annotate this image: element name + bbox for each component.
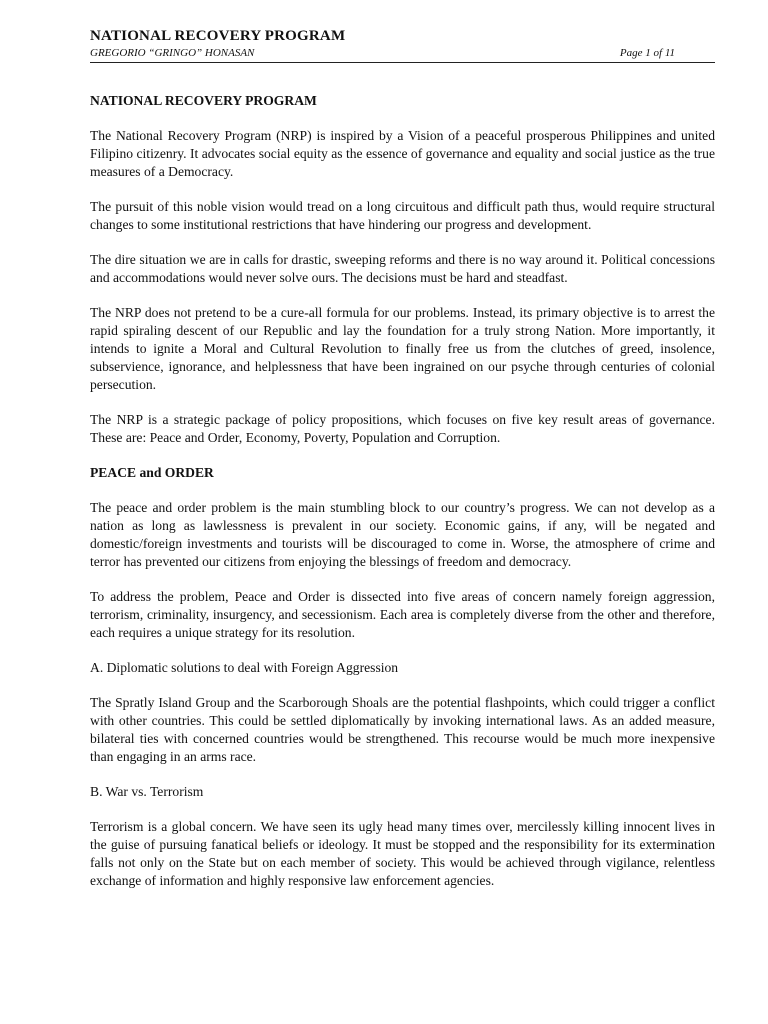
header-title: NATIONAL RECOVERY PROGRAM [90, 28, 346, 44]
header-meta-row [90, 46, 715, 60]
subheading-b: B. War vs. Terrorism [90, 784, 204, 799]
paragraph-6: The peace and order problem is the main stumbling block to our country’s progress. We can not develop as a nation as long as lawlessness is prevalent in our society. Economic gains, if any, will be negated and domestic/foreign investments and tourists will be discouraged to come in. Worse, the atmosphere of crime and terror has prevented our citizens from enjoying the blessings of freedom and democracy. [90, 500, 715, 569]
header-author: GREGORIO “GRINGO” HONASAN [90, 47, 255, 59]
paragraph-5: The NRP is a strategic package of policy propositions, which focuses on five key result areas of governance. These are: Peace and Order, Economy, Poverty, Population and Corruption. [90, 412, 715, 445]
paragraph-4: The NRP does not pretend to be a cure-all formula for our problems. Instead, its primary objective is to arrest the rapid spiraling descent of our Republic and lay the foundation for a truly strong Nation. More importantly, it intends to ignite a Moral and Cultural Revolution to finally free us from the clutches of greed, insolence, subservience, ignorance, and helplessness that have been ingrained on our psyche through centuries of colonial persecution. [90, 305, 715, 392]
section-heading-peace-order: PEACE and ORDER [90, 465, 214, 480]
paragraph-9: Terrorism is a global concern. We have seen its ugly head many times over, mercilessly killing innocent lives in the guise of pursuing fanatical beliefs or ideology. It must be stopped and the responsibility for its extermination falls not only on the State but on each member of society. This would be achieved through vigilance, relentless exchange of information and highly responsive law enforcement agencies. [90, 819, 715, 888]
paragraph-2: The pursuit of this noble vision would tread on a long circuitous and difficult path thus, would require structural changes to some institutional restrictions that have hindering our progress and development. [90, 199, 715, 232]
main-heading: NATIONAL RECOVERY PROGRAM [90, 93, 317, 108]
paragraph-1: The National Recovery Program (NRP) is inspired by a Vision of a peaceful prosperous Philippines and united Filipino citizenry. It advocates social equity as the essence of governance and equality and social justice as the true measures of a Democracy. [90, 128, 715, 179]
header-divider [90, 62, 715, 63]
paragraph-3: The dire situation we are in calls for drastic, sweeping reforms and there is no way around it. Political concessions and accommodations would never solve ours. The decisions must be hard and steadfast. [90, 252, 715, 285]
document-body [90, 92, 715, 907]
subheading-a: A. Diplomatic solutions to deal with Foreign Aggression [90, 660, 399, 675]
paragraph-7: To address the problem, Peace and Order is dissected into five areas of concern namely foreign aggression, terrorism, criminality, insurgency, and secessionism. Each area is completely diverse from the other and therefore, each requires a unique strategy for its resolution. [90, 589, 715, 640]
page-header [90, 26, 715, 60]
header-page-number: Page 1 of 11 [619, 47, 675, 59]
paragraph-8: The Spratly Island Group and the Scarborough Shoals are the potential flashpoints, which could trigger a conflict with other countries. This could be settled diplomatically by invoking international laws. As an added measure, bilateral ties with concerned countries would be strengthened. This recourse would be much more inexpensive than engaging in an arms race. [90, 695, 715, 764]
